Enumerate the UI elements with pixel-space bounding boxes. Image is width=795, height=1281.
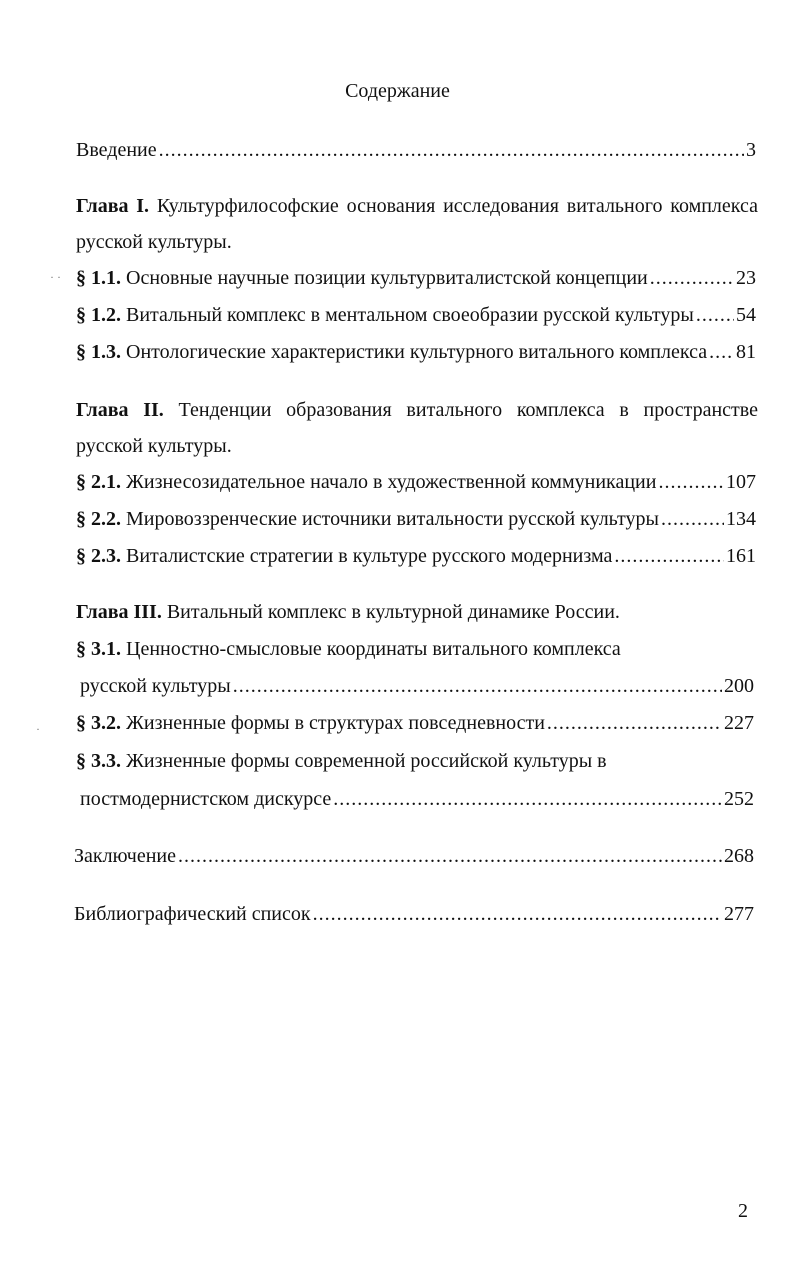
leader-dots <box>159 136 744 164</box>
section-title: Онтологические характеристики культурного витального комплекса <box>126 341 708 363</box>
section-number: § 1.3. <box>76 341 121 363</box>
toc-page-number: 107 <box>726 471 756 493</box>
leader-dots <box>661 505 724 533</box>
toc-entry-section-3-3-cont <box>80 785 754 813</box>
scan-speck: · <box>36 722 40 736</box>
section-number: § 2.2. <box>76 508 121 530</box>
leader-dots <box>709 338 734 366</box>
chapter-1-title: Культурфилософские основания исследования витального комплекса русской культуры. <box>76 195 759 253</box>
toc-entry-section-2-2 <box>76 505 756 533</box>
toc-page-number: 227 <box>724 712 754 734</box>
section-title: Ценностно-смысловые координаты витального комплекса <box>126 638 621 660</box>
section-number: § 3.3. <box>76 750 121 772</box>
leader-dots <box>650 264 734 292</box>
section-number: § 1.2. <box>76 304 121 326</box>
leader-dots <box>333 785 722 813</box>
section-title: Жизнесозидательное начало в художественной коммуникации <box>126 471 657 493</box>
chapter-3-number: Глава III. <box>76 601 162 623</box>
toc-page-number: 200 <box>724 675 754 697</box>
leader-dots <box>547 709 722 737</box>
section-number: § 3.2. <box>76 712 121 734</box>
toc-entry-label: Библиографический список <box>74 903 311 925</box>
toc-entry-label: Введение <box>76 139 157 161</box>
page-title: Содержание <box>345 80 450 102</box>
leader-dots <box>233 672 722 700</box>
section-title: Жизненные формы в структурах повседневности <box>126 712 545 734</box>
section-number: § 3.1. <box>76 638 121 660</box>
toc-entry-section-2-1 <box>76 468 756 496</box>
section-title-continued: постмодернистском дискурсе <box>80 788 332 810</box>
leader-dots <box>313 900 722 928</box>
toc-entry-introduction <box>76 136 756 164</box>
toc-page-number: 277 <box>724 903 754 925</box>
toc-entry-section-3-1 <box>76 635 756 663</box>
toc-page-number: 268 <box>724 845 754 867</box>
chapter-2-heading <box>76 392 758 464</box>
toc-page-number: 23 <box>736 267 756 289</box>
toc-page-number: 54 <box>736 304 756 326</box>
toc-entry-section-1-1 <box>76 264 756 292</box>
toc-entry-section-2-3 <box>76 542 756 570</box>
page-number: 2 <box>738 1200 748 1222</box>
section-title: Виталистские стратегии в культуре русского модернизма <box>126 545 613 567</box>
section-title: Жизненные формы современной российской культуры в <box>126 750 607 772</box>
toc-entry-section-3-2 <box>76 709 754 737</box>
toc-entry-section-3-1-cont <box>80 672 754 700</box>
chapter-1-number: Глава I. <box>76 195 150 217</box>
toc-page-number: 134 <box>726 508 756 530</box>
section-number: § 1.1. <box>76 267 121 289</box>
chapter-2-number: Глава II. <box>76 399 164 421</box>
chapter-2-title: Тенденции образования витального комплекса в пространстве русской культуры. <box>76 399 758 457</box>
toc-page-number: 252 <box>724 788 754 810</box>
toc-entry-conclusion <box>74 842 754 870</box>
chapter-3-heading <box>76 598 756 626</box>
leader-dots <box>614 542 724 570</box>
section-title-continued: русской культуры <box>80 675 231 697</box>
toc-page-number: 161 <box>726 545 756 567</box>
section-title: Витальный комплекс в ментальном своеобразии русской культуры <box>126 304 694 326</box>
section-number: § 2.3. <box>76 545 121 567</box>
section-title: Мировоззренческие источники витальности русской культуры <box>126 508 659 530</box>
toc-entry-section-3-3 <box>76 747 756 775</box>
leader-dots <box>178 842 722 870</box>
leader-dots <box>658 468 724 496</box>
leader-dots <box>696 301 734 329</box>
scan-speck: · · <box>50 270 61 284</box>
toc-entry-section-1-3 <box>76 338 756 366</box>
toc-entry-section-1-2 <box>76 301 756 329</box>
chapter-3-title: Витальный комплекс в культурной динамике России. <box>166 601 620 623</box>
toc-page-number: 3 <box>746 139 756 161</box>
toc-entry-label: Заключение <box>74 845 176 867</box>
toc-entry-bibliography <box>74 900 754 928</box>
section-title: Основные научные позиции культурвиталистской концепции <box>126 267 648 289</box>
toc-page-number: 81 <box>736 341 756 363</box>
chapter-1-heading <box>76 188 758 260</box>
section-number: § 2.1. <box>76 471 121 493</box>
